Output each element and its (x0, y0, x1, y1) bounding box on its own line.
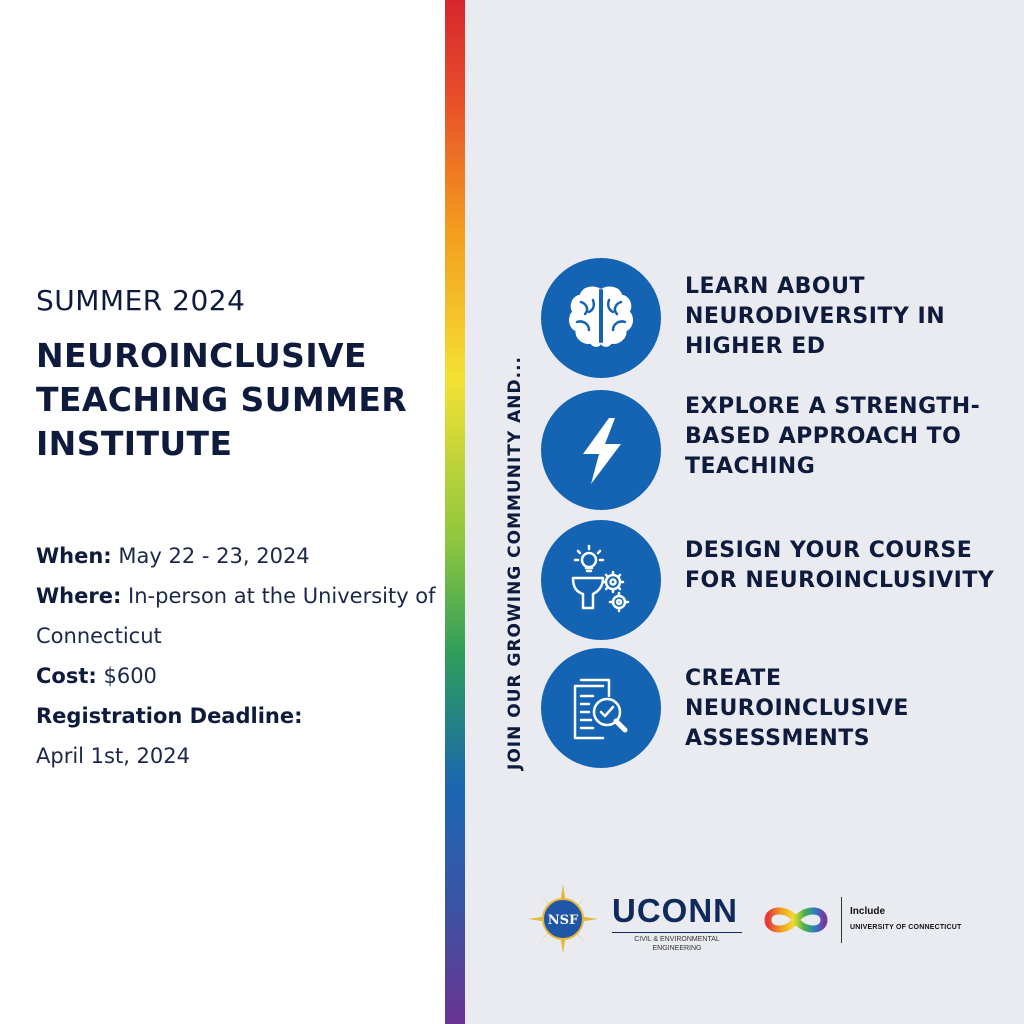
season-label: SUMMER 2024 (36, 284, 246, 317)
where-row (36, 576, 436, 656)
right-panel (465, 0, 1024, 1024)
where-label: Where: (36, 584, 122, 608)
cost-label: Cost: (36, 664, 97, 688)
brain-icon (541, 258, 661, 378)
deadline-label: Registration Deadline: (36, 704, 303, 728)
item-learn-neurodiversity: LEARN ABOUT NEURODIVERSITY IN HIGHER ED (685, 274, 946, 359)
item-strength-based: EXPLORE A STRENGTH-BASED APPROACH TO TEACHING (685, 394, 981, 479)
head-gears-lightbulb-icon (541, 520, 661, 640)
sponsor-logos (528, 882, 1008, 972)
document-magnifier-check-icon (541, 648, 661, 768)
uconn-logo: UCONN (612, 892, 738, 929)
cost-row (36, 656, 436, 696)
include-university: UNIVERSITY OF CONNECTICUT (850, 924, 962, 931)
item-create-assessments: CREATE NEUROINCLUSIVE ASSESSMENTS (685, 666, 909, 751)
when-row (36, 536, 436, 576)
nsf-logo (528, 884, 598, 954)
rainbow-divider (445, 0, 465, 1024)
cost-value: $600 (103, 664, 157, 688)
uconn-department: CIVIL & ENVIRONMENTAL ENGINEERING (612, 932, 742, 953)
left-panel (0, 0, 445, 1024)
join-community-text: JOIN OUR GROWING COMMUNITY AND... (505, 356, 525, 770)
when-label: When: (36, 544, 112, 568)
item-design-course: DESIGN YOUR COURSE FOR NEUROINCLUSIVITY (685, 538, 995, 593)
include-label: Include (850, 906, 886, 917)
when-value: May 22 - 23, 2024 (118, 544, 310, 568)
event-details (36, 536, 436, 776)
infinity-rainbow-logo (760, 900, 832, 940)
deadline-value: April 1st, 2024 (36, 744, 191, 768)
event-title: NEUROINCLUSIVE TEACHING SUMMER INSTITUTE (36, 336, 408, 463)
where-value: In-person at the University of Connecticut (36, 584, 436, 648)
logo-divider (841, 897, 842, 943)
lightning-bolt-icon (541, 390, 661, 510)
nsf-text: NSF (547, 913, 579, 928)
